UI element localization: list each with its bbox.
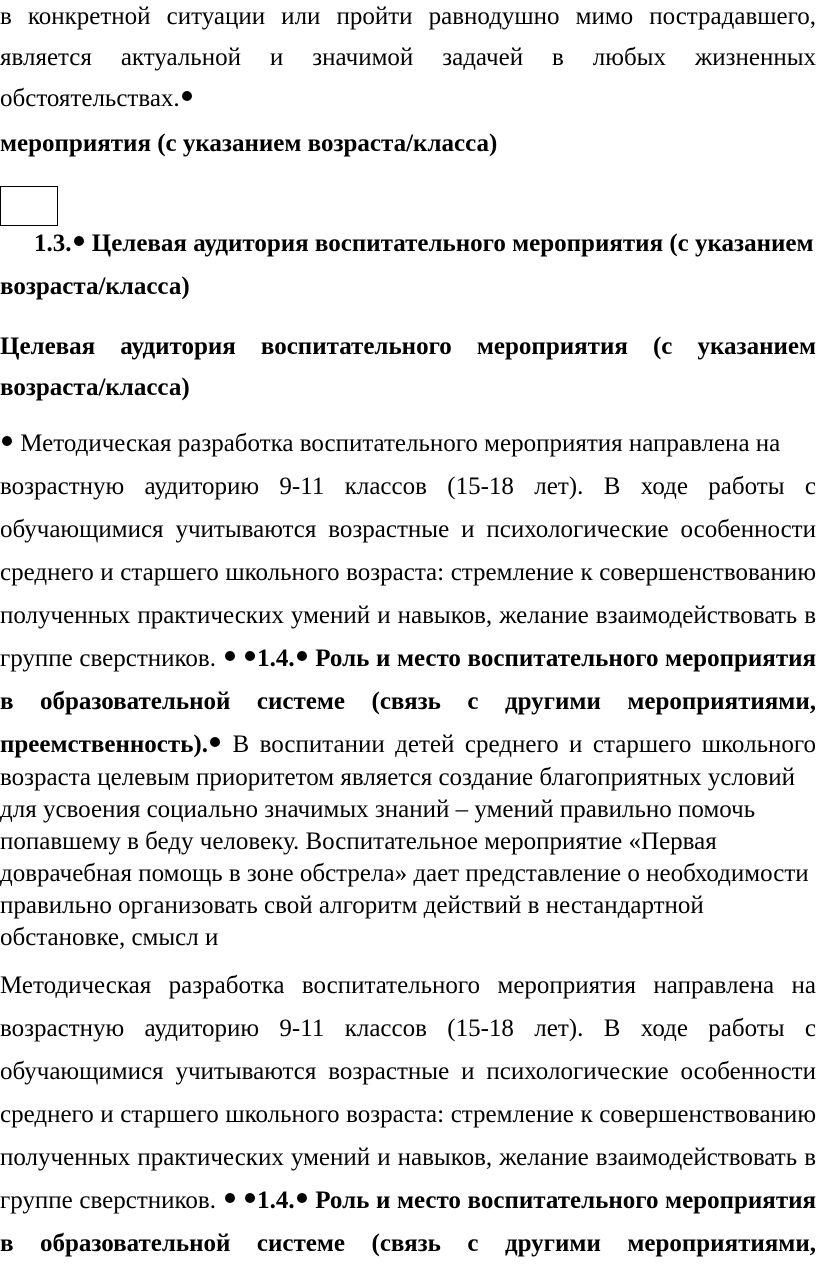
para1-line-11: попавшему в беду человеку. Воспитательное мероприятие «Первая bbox=[0, 828, 717, 855]
bullet-icon bbox=[245, 651, 255, 661]
para1-line-8-bold: преемственность). bbox=[0, 731, 208, 758]
para2-line-1: Методическая разработка воспитательного мероприятия направлена на bbox=[0, 972, 816, 999]
para1-line-14: обстановке, смысл и bbox=[0, 924, 219, 951]
section-1-4-number: 1.4. bbox=[257, 645, 295, 672]
para1-line-9: возраста целевым приоритетом является создание благоприятных условий bbox=[0, 764, 795, 791]
bullet-icon bbox=[297, 1193, 307, 1203]
para1-line-10: для усвоения социально значимых знаний – умений правильно помочь bbox=[0, 796, 756, 823]
intro-line-3-text: обстоятельствах. bbox=[0, 85, 180, 112]
para1-line-12: доврачебная помощь в зоне обстрела» дает представление о необходимости bbox=[0, 860, 809, 887]
para1-line-13: правильно организовать свой алгоритм действий в нестандартной bbox=[0, 892, 704, 919]
para2-line-6-text: группе сверстников. bbox=[0, 1187, 216, 1214]
section-1-3-title: Целевая аудитория воспитательного мероприятия (с указанием bbox=[91, 230, 814, 257]
para1-line-3: обучающимися учитываются возрастные и психологические особенности bbox=[0, 516, 816, 543]
para1-line-1-text: Методическая разработка воспитательного мероприятия направлена на bbox=[20, 430, 781, 457]
para1-line-5: полученных практических умений и навыков, желание взаимодействовать в bbox=[0, 602, 816, 629]
bullet-icon bbox=[225, 1193, 235, 1203]
para1-line-6-text: группе сверстников. bbox=[0, 645, 216, 672]
para2-line-7: в образовательной системе (связь с другими мероприятиями, bbox=[0, 1230, 816, 1257]
para1-line-6 bbox=[0, 644, 816, 674]
bullet-icon bbox=[210, 737, 220, 747]
section-1-4-heading bbox=[223, 645, 816, 672]
para1-line-7: в образовательной системе (связь с другими мероприятиями, bbox=[0, 688, 816, 715]
intro-line-3 bbox=[0, 84, 816, 114]
section-1-4-title-repeat: Роль и место воспитательного мероприятия bbox=[315, 1187, 816, 1214]
bullet-icon bbox=[74, 236, 84, 246]
bullet-icon bbox=[225, 651, 235, 661]
para1-line-8-text: В воспитании детей среднего и старшего школьного bbox=[232, 731, 816, 758]
para1-line-1 bbox=[0, 429, 816, 459]
para1-line-8 bbox=[0, 730, 816, 760]
section-1-3-heading bbox=[0, 229, 816, 259]
bullet-icon bbox=[182, 91, 192, 101]
bullet-icon bbox=[2, 436, 12, 446]
para2-line-3: обучающимися учитываются возрастные и психологические особенности bbox=[0, 1058, 816, 1085]
para2-line-5: полученных практических умений и навыков, желание взаимодействовать в bbox=[0, 1144, 816, 1171]
para2-line-4: среднего и старшего школьного возраста: стремление к совершенствованию bbox=[0, 1101, 816, 1128]
section-1-4-heading-repeat bbox=[223, 1187, 816, 1214]
para2-line-2: возрастную аудиторию 9-11 классов (15-18 лет). В ходе работы с bbox=[0, 1015, 816, 1042]
para2-line-6 bbox=[0, 1186, 816, 1216]
heading-fragment: мероприятия (с указанием возраста/класса) bbox=[0, 130, 498, 157]
empty-frame-box bbox=[0, 186, 58, 226]
bullet-icon bbox=[297, 651, 307, 661]
intro-line-1: в конкретной ситуации или пройти равнодушно мимо пострадавшего, bbox=[0, 3, 816, 30]
para1-line-2: возрастную аудиторию 9-11 классов (15-18 лет). В ходе работы с bbox=[0, 473, 816, 500]
heading-repeat-line-2: возраста/класса) bbox=[0, 374, 190, 401]
bullet-icon bbox=[245, 1193, 255, 1203]
section-1-3-number: 1.3. bbox=[34, 230, 72, 257]
heading-repeat-line-1: Целевая аудитория воспитательного мероприятия (с указанием bbox=[0, 333, 816, 360]
section-1-4-title: Роль и место воспитательного мероприятия bbox=[315, 645, 816, 672]
section-1-4-number-repeat: 1.4. bbox=[257, 1187, 295, 1214]
intro-line-2: является актуальной и значимой задачей в любых жизненных bbox=[0, 44, 816, 71]
para1-line-4: среднего и старшего школьного возраста: стремление к совершенствованию bbox=[0, 559, 816, 586]
section-1-3-heading-cont: возраста/класса) bbox=[0, 273, 190, 300]
